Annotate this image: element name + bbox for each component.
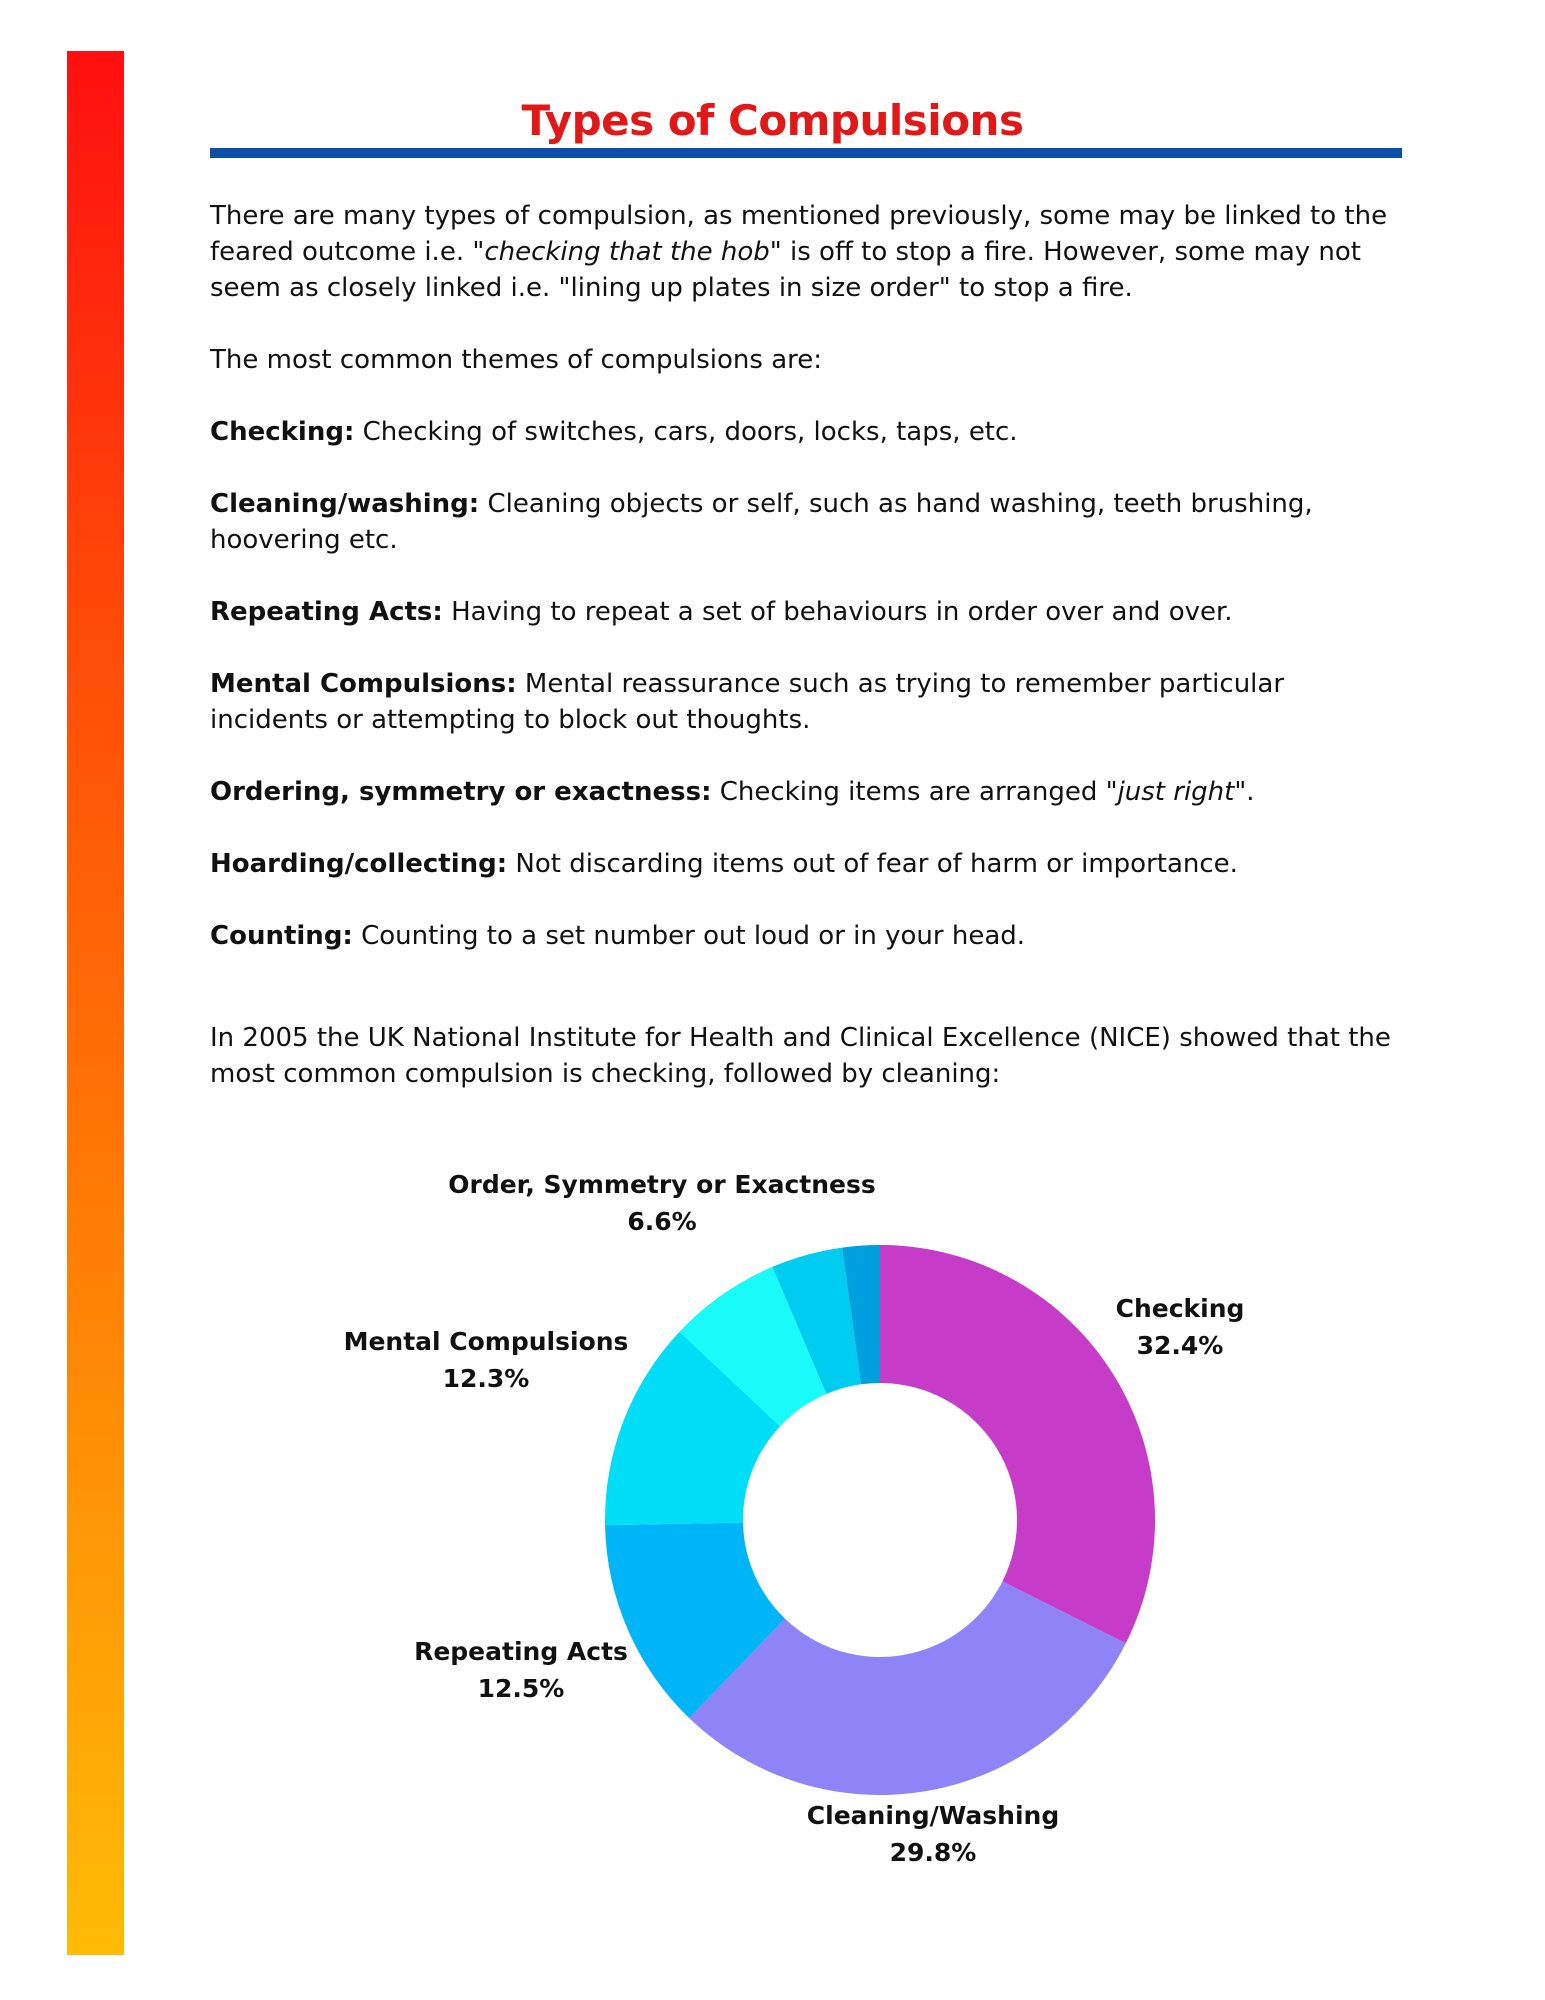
theme-term: Ordering, symmetry or exactness:: [210, 777, 712, 807]
theme-term: Cleaning/washing:: [210, 489, 480, 519]
intro-italic: checking that the hob: [484, 237, 770, 267]
value-checking: 32.4%: [1136, 1331, 1224, 1360]
label-order-symmetry: Order, Symmetry or Exactness: [448, 1170, 876, 1199]
theme-desc: Mental reassurance such as trying to remember particular incidents or attempting to block out thoughts.: [210, 669, 1285, 735]
slice-checking: [880, 1245, 1155, 1643]
theme-term: Hoarding/collecting:: [210, 849, 508, 879]
intro-text-1: There are many types of compulsion, as mentioned previously, some may be linked to the feared outcome i.e. ": [210, 201, 1388, 267]
value-cleaning-washing: 29.8%: [889, 1838, 977, 1867]
page-title: Types of Compulsions: [521, 96, 1024, 146]
themes-intro: The most common themes of compulsions are:: [210, 345, 823, 375]
theme-term: Checking:: [210, 417, 355, 447]
value-mental-compulsions: 12.3%: [442, 1364, 530, 1393]
theme-desc: Checking of switches, cars, doors, locks, taps, etc.: [362, 417, 1018, 447]
label-repeating-acts: Repeating Acts: [414, 1637, 628, 1666]
theme-desc: Not discarding items out of fear of harm or importance.: [515, 849, 1238, 879]
theme-desc-end: ".: [1234, 777, 1255, 807]
value-repeating-acts: 12.5%: [477, 1674, 565, 1703]
theme-term: Counting:: [210, 921, 353, 951]
theme-desc: Having to repeat a set of behaviours in order over and over.: [451, 597, 1233, 627]
label-checking: Checking: [1115, 1294, 1245, 1323]
intro-text-2: " is off to stop a fire. However, some may not seem as closely linked i.e. "lining up plates in size order" to stop a fire.: [210, 237, 1361, 303]
theme-desc: Checking items are arranged ": [719, 777, 1118, 807]
label-mental-compulsions: Mental Compulsions: [343, 1327, 629, 1356]
value-order-symmetry: 6.6%: [627, 1207, 697, 1236]
theme-desc-italic: just right: [1117, 777, 1235, 807]
chart-slices: [605, 1245, 1155, 1795]
theme-desc: Counting to a set number out loud or in your head.: [361, 921, 1026, 951]
nice-paragraph: In 2005 the UK National Institute for Health and Clinical Excellence (NICE) showed that the most common compulsion is checking, followed by cleaning:: [210, 1023, 1391, 1089]
label-cleaning-washing: Cleaning/Washing: [806, 1801, 1060, 1830]
theme-term: Repeating Acts:: [210, 597, 443, 627]
theme-desc: Cleaning objects or self, such as hand washing, teeth brushing, hoovering etc.: [210, 489, 1313, 555]
theme-term: Mental Compulsions:: [210, 669, 517, 699]
